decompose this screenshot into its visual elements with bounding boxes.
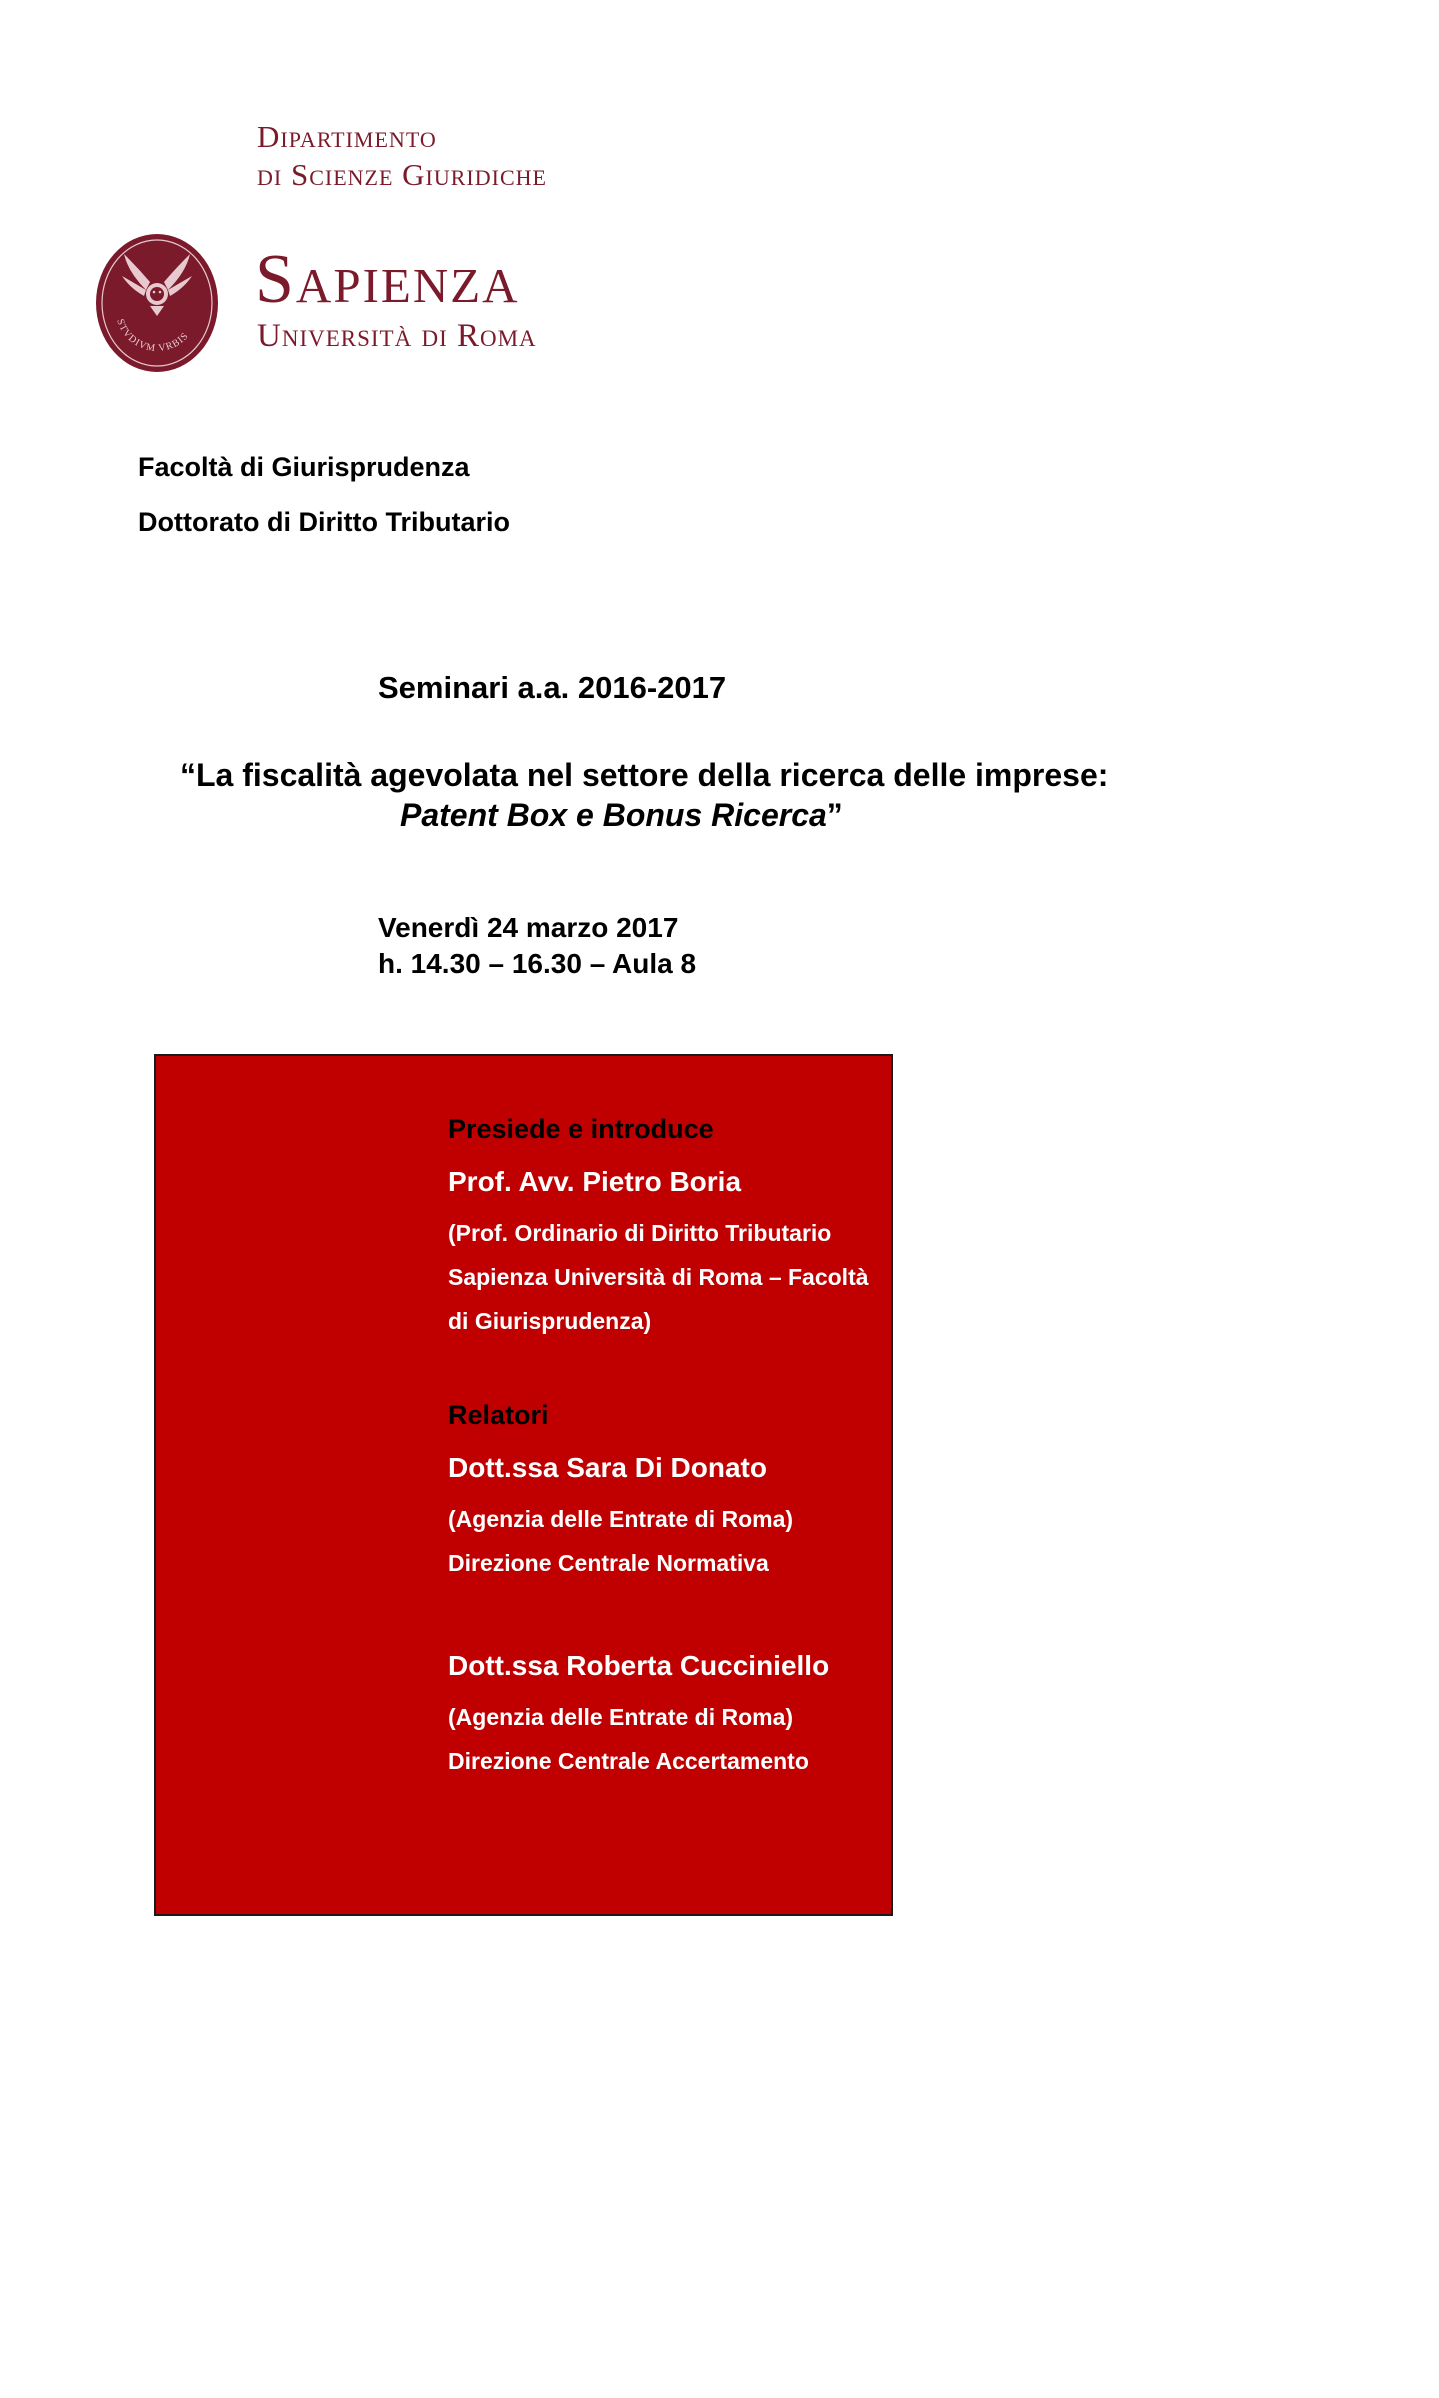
university-name: Sapienza: [255, 241, 520, 318]
chair-affiliation-line: Sapienza Università di Roma – Facoltà: [448, 1264, 869, 1290]
presides-label: Presiede e introduce: [448, 1114, 714, 1144]
speakers-box: [154, 1054, 893, 1916]
seminar-title-line-1: “La fiscalità agevolata nel settore della ricerca delle imprese:: [180, 757, 1109, 793]
sapienza-seal-logo: [94, 232, 220, 374]
department-line-1: Dipartimento: [257, 119, 437, 154]
seal-text: STVDIVM VRBIS: [114, 317, 192, 355]
seminar-title-closing-quote: ”: [826, 797, 843, 833]
speaker-affiliation-line: (Agenzia delle Entrate di Roma): [448, 1506, 794, 1532]
chair-affiliation-line: di Giurisprudenza): [448, 1308, 652, 1334]
speakers-label: Relatori: [448, 1400, 549, 1430]
speaker-affiliation-line: (Agenzia delle Entrate di Roma): [448, 1704, 794, 1730]
chair-affiliation-line: (Prof. Ordinario di Diritto Tributario: [448, 1220, 832, 1246]
speaker-name: Dott.ssa Sara Di Donato: [448, 1452, 767, 1483]
event-time-room: h. 14.30 – 16.30 – Aula 8: [378, 948, 697, 979]
speaker-affiliation-line: Direzione Centrale Accertamento: [448, 1748, 809, 1774]
event-date: Venerdì 24 marzo 2017: [378, 912, 679, 943]
doctorate-name: Dottorato di Diritto Tributario: [138, 507, 510, 537]
university-subtitle: Università di Roma: [257, 318, 537, 354]
seminar-series-heading: Seminari a.a. 2016-2017: [378, 670, 727, 705]
chair-name: Prof. Avv. Pietro Boria: [448, 1166, 742, 1197]
seminar-title-line-2: [400, 797, 843, 834]
seminar-title-italic: Patent Box e Bonus Ricerca: [400, 797, 827, 833]
faculty-name: Facoltà di Giurisprudenza: [138, 452, 470, 482]
department-name: [257, 118, 547, 194]
speaker-name: Dott.ssa Roberta Cucciniello: [448, 1650, 830, 1681]
department-line-2: di Scienze Giuridiche: [257, 157, 547, 192]
speaker-affiliation-line: Direzione Centrale Normativa: [448, 1550, 769, 1576]
